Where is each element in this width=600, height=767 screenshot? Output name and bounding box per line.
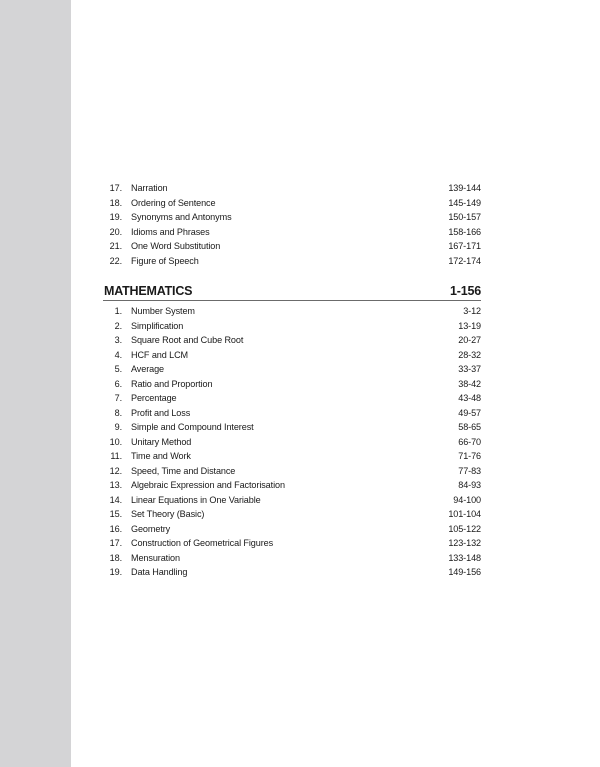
toc-row: [103, 451, 481, 466]
toc-row: [103, 227, 481, 242]
toc-row: [103, 466, 481, 481]
toc-row: [103, 321, 481, 336]
toc-row: [103, 567, 481, 582]
toc-pages: 84-93: [458, 480, 481, 490]
toc-number: 22.: [109, 255, 122, 266]
toc-row: [103, 408, 481, 423]
toc-number: 6.: [114, 378, 122, 389]
toc-pages: 150-157: [448, 212, 481, 222]
toc-number: 21.: [109, 241, 122, 251]
toc-row: [103, 183, 481, 198]
toc-pages: 94-100: [453, 494, 481, 505]
toc-number: 2.: [114, 320, 122, 331]
toc-title: Simple and Compound Interest: [131, 422, 254, 432]
toc-pages: 3-12: [463, 306, 481, 316]
toc-pages: 13-19: [458, 320, 481, 331]
toc-pages: 77-83: [458, 465, 481, 476]
toc-pages: 149-156: [448, 567, 481, 577]
toc-row: [103, 495, 481, 510]
toc-row: [103, 335, 481, 350]
toc-title: Square Root and Cube Root: [131, 335, 244, 345]
toc-pages: 38-42: [458, 378, 481, 389]
toc-title: Data Handling: [131, 567, 188, 577]
toc-pages: 167-171: [448, 241, 481, 251]
toc-pages: 58-65: [458, 422, 481, 432]
toc-number: 9.: [114, 422, 122, 432]
toc-number: 19.: [109, 567, 122, 577]
toc-title: Algebraic Expression and Factorisation: [131, 480, 285, 490]
toc-row: [103, 422, 481, 437]
toc-title: Mensuration: [131, 552, 180, 563]
toc-title: Figure of Speech: [131, 255, 199, 266]
toc-number: 7.: [114, 393, 122, 403]
toc-row: [103, 212, 481, 227]
toc-pages: 105-122: [448, 523, 481, 534]
toc-title: Set Theory (Basic): [131, 509, 205, 519]
toc-title: One Word Substitution: [131, 241, 221, 251]
toc-pages: 20-27: [458, 335, 481, 345]
toc-title: Geometry: [131, 523, 171, 534]
toc-number: 15.: [109, 509, 122, 519]
toc-title: Percentage: [131, 393, 177, 403]
toc-number: 20.: [109, 226, 122, 237]
section-heading: [103, 284, 481, 301]
toc-number: 14.: [109, 494, 122, 505]
toc-english-continued: [103, 183, 481, 270]
toc-pages: 66-70: [458, 436, 481, 447]
toc-title: Simplification: [131, 320, 184, 331]
toc-pages: 123-132: [448, 538, 481, 548]
toc-number: 18.: [109, 552, 122, 563]
toc-mathematics: [103, 284, 481, 582]
toc-row: [103, 437, 481, 452]
toc-row: [103, 306, 481, 321]
toc-pages: 71-76: [458, 451, 481, 461]
toc-number: 17.: [109, 538, 122, 548]
toc-pages: 49-57: [458, 407, 481, 418]
toc-title: HCF and LCM: [131, 349, 189, 360]
toc-row: [103, 256, 481, 271]
toc-title: Linear Equations in One Variable: [131, 494, 261, 505]
toc-pages: 139-144: [448, 183, 481, 193]
toc-number: 16.: [109, 523, 122, 534]
toc-number: 5.: [114, 364, 122, 374]
toc-pages: 133-148: [448, 552, 481, 563]
toc-title: Average: [131, 364, 165, 374]
toc-title: Ordering of Sentence: [131, 197, 216, 208]
toc-title: Time and Work: [131, 451, 191, 461]
toc-pages: 158-166: [448, 226, 481, 237]
toc-row: [103, 524, 481, 539]
toc-row: [103, 509, 481, 524]
toc-row: [103, 364, 481, 379]
toc-row: [103, 553, 481, 568]
toc-row: [103, 379, 481, 394]
toc-pages: 101-104: [448, 509, 481, 519]
toc-title: Unitary Method: [131, 436, 192, 447]
toc-number: 12.: [109, 465, 122, 476]
toc-row: [103, 538, 481, 553]
toc-pages: 145-149: [448, 197, 481, 208]
toc-row: [103, 241, 481, 256]
toc-title: Narration: [131, 183, 168, 193]
toc-number: 13.: [109, 480, 122, 490]
toc-number: 8.: [114, 407, 122, 418]
toc-title: Ratio and Proportion: [131, 378, 213, 389]
toc-pages: 33-37: [458, 364, 481, 374]
toc-title: Synonyms and Antonyms: [131, 212, 232, 222]
toc-title: Idioms and Phrases: [131, 226, 210, 237]
section-page-range: 1-156: [450, 284, 481, 298]
toc-title: Speed, Time and Distance: [131, 465, 236, 476]
toc-pages: 28-32: [458, 349, 481, 360]
toc-row: [103, 393, 481, 408]
toc-pages: 172-174: [448, 255, 481, 266]
toc-number: 11.: [110, 451, 122, 461]
toc-number: 3.: [114, 335, 122, 345]
toc-number: 18.: [109, 197, 122, 208]
toc-number: 4.: [114, 349, 122, 360]
toc-row: [103, 350, 481, 365]
toc-number: 1.: [114, 306, 122, 316]
toc-number: 10.: [109, 436, 122, 447]
toc-pages: 43-48: [458, 393, 481, 403]
toc-row: [103, 198, 481, 213]
toc-title: Profit and Loss: [131, 407, 191, 418]
page-side-strip: [0, 0, 71, 767]
toc-number: 17.: [109, 183, 122, 193]
toc-title: Number System: [131, 306, 195, 316]
section-title: MATHEMATICS: [104, 284, 193, 298]
toc-number: 19.: [109, 212, 122, 222]
toc-row: [103, 480, 481, 495]
toc-title: Construction of Geometrical Figures: [131, 538, 274, 548]
